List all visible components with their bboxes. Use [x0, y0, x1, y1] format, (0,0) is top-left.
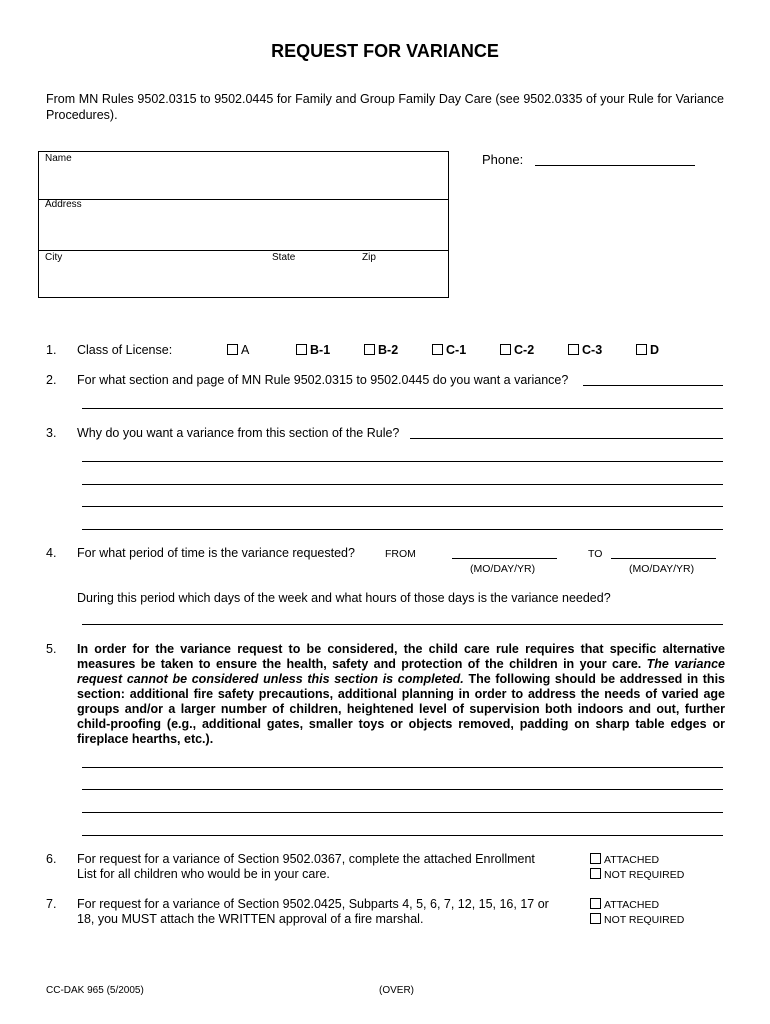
phone-input-line[interactable] [535, 165, 695, 166]
q2-answer-line[interactable] [82, 408, 723, 409]
q7-attached-option[interactable]: ATTACHED [590, 898, 659, 911]
q2-answer-line[interactable] [583, 385, 723, 386]
q6-line2: List for all children who would be in your care. [77, 867, 330, 881]
q3-text: Why do you want a variance from this section of the Rule? [77, 426, 400, 440]
checkbox-icon[interactable] [590, 853, 601, 864]
checkbox-icon[interactable] [296, 344, 307, 355]
q3-answer-line[interactable] [82, 484, 723, 485]
q1-number: 1. [46, 343, 57, 357]
checkbox-icon[interactable] [500, 344, 511, 355]
phone-label: Phone: [482, 152, 524, 167]
license-option-d[interactable]: D [636, 343, 659, 357]
q3-answer-line[interactable] [410, 438, 723, 439]
q7-line2: 18, you MUST attach the WRITTEN approval of a fire marshal. [77, 912, 424, 926]
zip-label: Zip [362, 252, 376, 263]
q5-text: In order for the variance request to be considered, the child care rule requires that specific alternative measures be taken to ensure the health, safety and protection of the children in your care. The variance request cannot be considered unless this section is completed. The following should be addressed in this section: additional fire safety precautions, additional planning in order to address the needs of varied age groups and/or a larger number of children, heightened level of supervision both indoors and out, further child-proofing (e.g., additional gates, smaller toys or objects removed, padding on sharp table edges or fireplace hearths, etc.). [77, 642, 725, 746]
name-label: Name [45, 153, 72, 164]
q3-number: 3. [46, 426, 57, 440]
from-date-line[interactable] [452, 558, 557, 559]
q4-number: 4. [46, 546, 57, 560]
q6-line1: For request for a variance of Section 9502.0367, complete the attached Enrollment [77, 852, 535, 866]
q5-answer-line[interactable] [82, 835, 723, 836]
q5-answer-line[interactable] [82, 789, 723, 790]
q4-answer-line[interactable] [82, 624, 723, 625]
q7-not-required-option[interactable]: NOT REQUIRED [590, 913, 684, 926]
q2-number: 2. [46, 373, 57, 387]
q4-followup: During this period which days of the week and what hours of those days is the variance needed? [77, 591, 611, 605]
license-option-a[interactable]: A [227, 343, 249, 357]
checkbox-icon[interactable] [590, 868, 601, 879]
form-id: CC-DAK 965 (5/2005) [46, 985, 144, 996]
q5-emphasis: The variance request cannot be considered unless this section is completed. [77, 657, 725, 686]
q2-text: For what section and page of MN Rule 9502.0315 to 9502.0445 do you want a variance? [77, 373, 569, 387]
license-option-c1[interactable]: C-1 [432, 343, 466, 357]
name-field[interactable] [38, 151, 449, 200]
q3-answer-line[interactable] [82, 461, 723, 462]
q7-number: 7. [46, 897, 57, 911]
state-label: State [272, 252, 296, 263]
checkbox-icon[interactable] [590, 913, 601, 924]
to-date-line[interactable] [611, 558, 716, 559]
q3-answer-line[interactable] [82, 529, 723, 530]
over-label: (OVER) [379, 985, 414, 996]
q5-number: 5. [46, 642, 57, 656]
q1-label: Class of License: [77, 343, 173, 357]
q6-number: 6. [46, 852, 57, 866]
license-option-b2[interactable]: B-2 [364, 343, 398, 357]
q3-answer-line[interactable] [82, 506, 723, 507]
intro-text: From MN Rules 9502.0315 to 9502.0445 for Family and Group Family Day Care (see 9502.0335 of your Rule for Variance Procedures). [46, 92, 724, 122]
checkbox-icon[interactable] [636, 344, 647, 355]
license-option-c2[interactable]: C-2 [500, 343, 534, 357]
license-option-b1[interactable]: B-1 [296, 343, 330, 357]
checkbox-icon[interactable] [227, 344, 238, 355]
address-divider [39, 250, 448, 251]
q6-attached-option[interactable]: ATTACHED [590, 853, 659, 866]
address-block [38, 198, 449, 298]
q7-line1: For request for a variance of Section 9502.0425, Subparts 4, 5, 6, 7, 12, 15, 16, 17 or [77, 897, 549, 911]
q4-text: For what period of time is the variance requested? [77, 546, 355, 560]
q5-answer-line[interactable] [82, 812, 723, 813]
address-label: Address [45, 199, 82, 210]
checkbox-icon[interactable] [364, 344, 375, 355]
from-date-format: (MO/DAY/YR) [470, 563, 536, 575]
license-option-c3[interactable]: C-3 [568, 343, 602, 357]
q6-not-required-option[interactable]: NOT REQUIRED [590, 868, 684, 881]
checkbox-icon[interactable] [568, 344, 579, 355]
to-label: TO [588, 548, 603, 560]
form-title: REQUEST FOR VARIANCE [271, 41, 499, 61]
checkbox-icon[interactable] [590, 898, 601, 909]
to-date-format: (MO/DAY/YR) [629, 563, 695, 575]
city-label: City [45, 252, 63, 263]
q5-answer-line[interactable] [82, 767, 723, 768]
from-label: FROM [385, 548, 416, 560]
checkbox-icon[interactable] [432, 344, 443, 355]
